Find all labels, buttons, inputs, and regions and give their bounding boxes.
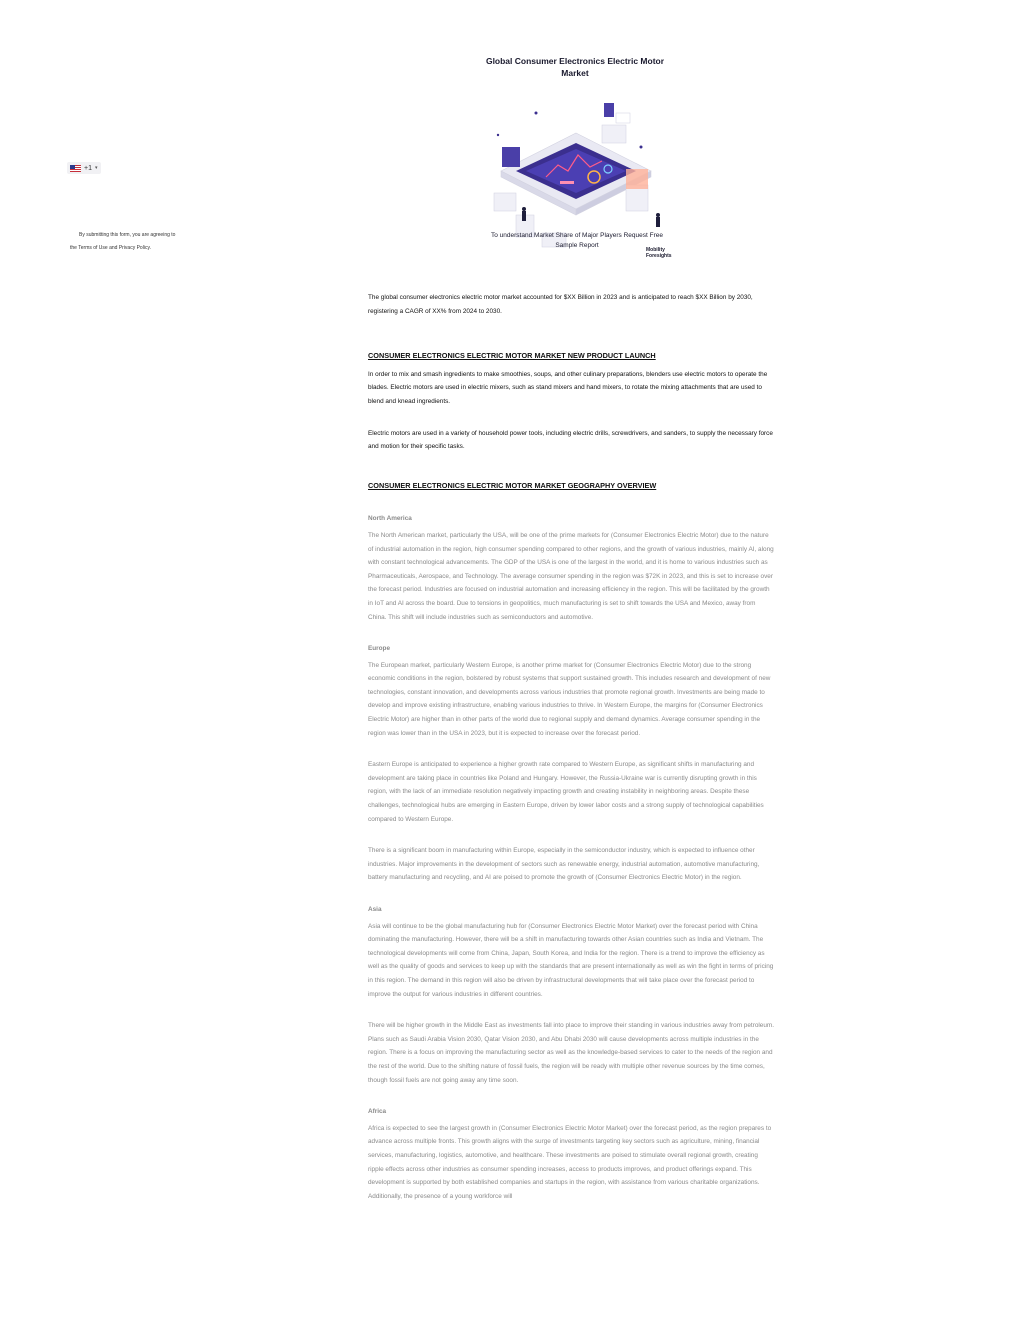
launch-paragraph-2: Electric motors are used in a variety of household power tools, including electric drills, screwdrivers, and sanders, to supply the necessary force and motion for their specific tasks. — [368, 429, 773, 451]
brand-logo: Mobility Foresights — [646, 247, 672, 259]
asia-paragraph-2: There will be higher growth in the Middle East as investments fall into place to improve their standing in various industries away from petroleum. Plans such as Saudi Arabia Vision 2030, Qatar Vision 2030, and Abu Dhabi 2030 will cause developments across multiple industries in the region. There is a focus on improving the manufacturing sector as well as the knowledge-based services to cater to the needs of the region and the rest of the world. Due to the shifting nature of fossil fuels, the region will be ready with multiple other revenue sources by the time comes, though fossil fuels are not going away any time soon. — [368, 1022, 774, 1084]
north-america-paragraph: The North American market, particularly the USA, will be one of the prime markets for (Consumer Electronics Electric Motor) due to the nature of industrial automation in the region, high consumer spending compared to other regions, and the growth of various industries, mainly AI, along with constant technological advancements. The GDP of the USA is one of the largest in the world, and it is home to various industries such as Pharmaceuticals, Aerospace, and Technology. The average consumer spending in the region was $72K in 2023, and this is set to increase over the forecast period. Industries are focused on industrial automation and increasing efficiency in the region. This will be facilitated by the growth in IoT and AI across the board. Due to tensions in geopolitics, much manufacturing is set to shift towards the USA and Mexico, away from China. This shift will include industries such as semiconductors and automotive. — [368, 531, 774, 621]
sample-report-promo[interactable] — [466, 55, 684, 267]
africa-heading: Africa — [368, 1108, 387, 1116]
consent-line-1: By submitting this form, you are agreeing to — [79, 232, 176, 238]
request-sample-link[interactable]: To understand Market Share of Major Players Request Free Sample Report — [491, 232, 663, 249]
asia-paragraph-1: Asia will continue to be the global manufacturing hub for (Consumer Electronics Electric Motor Market) over the forecast period with China dominating the manufacturing. However, there will be a shift in manufacturing towards other Asian countries such as India and Vietnam. The technological developments will come from China, Japan, South Korea, and India for the region. There is a trend to improve the efficiency as well as the quality of goods and services to keep up with the standards that are present internationally as well as win the fight in terms of pricing in this region. The demand in this region will also be driven by infrastructural developments that will take place over the forecast period to improve the output for various industries in different countries. — [368, 922, 774, 998]
us-flag-icon — [70, 165, 81, 172]
chevron-down-icon: ▾ — [94, 165, 98, 171]
intro-paragraph: The global consumer electronics electric motor market accounted for $XX Billion in 2023 and is anticipated to reach $XX Billion by 2030, registering a CAGR of XX% from 2024 to 2030. — [368, 294, 753, 315]
africa-paragraph: Africa is expected to see the largest growth in (Consumer Electronics Electric Motor Market) over the forecast period, as the region prepares to advance across multiple fronts. This growth aligns with the surge of investments targeting key sectors such as agriculture, mining, financial services, manufacturing, logistics, automotive, and healthcare. These investments are poised to stimulate overall regional growth, creating ripple effects across other industries as consumer spending increases, access to products improves, and product offerings expand. This development is supported by both established companies and startups in the region, with assistance from various charitable organizations. Additionally, the presence of a young workforce will — [368, 1124, 772, 1200]
europe-heading: Europe — [368, 645, 391, 653]
europe-paragraph-1: The European market, particularly Western Europe, is another prime market for (Consumer Electronics Electric Motor) due to the strong economic conditions in the region, bolstered by robust systems that support sustained growth. This includes research and development of new technologies, constant innovation, and developments across various industries that promote regional growth. Investments are being made to develop and improve existing infrastructure, enabling various industries to thrive. In Western Europe, the margins for (Consumer Electronics Electric Motor) are higher than in other parts of the world due to regional supply and demand dynamics. Average consumer spending in the region was lower than in the USA in 2023, but it is expected to increase over the forecast period. — [368, 661, 771, 737]
europe-paragraph-2: Eastern Europe is anticipated to experience a higher growth rate compared to Western Europe, as significant shifts in manufacturing and development are taking place in countries like Poland and Hungary. However, the Russia-Ukraine war is currently disrupting growth in this region, with the lack of an immediate resolution negatively impacting growth and creating instability in neighboring areas. Despite these challenges, technological hubs are emerging in Eastern Europe, driven by lower labor costs and a strong supply of technological capabilities compared to Western Europe. — [368, 761, 764, 823]
country-code-select[interactable] — [67, 162, 101, 174]
consent-text — [70, 229, 250, 255]
asia-heading: Asia — [368, 906, 382, 913]
north-america-heading: North America — [368, 515, 412, 523]
promo-title: Global Consumer Electronics Electric Motor Market — [485, 56, 665, 78]
europe-paragraph-3: There is a significant boom in manufacturing within Europe, especially in the semiconductor industry, which is expected to influence other industries. Major improvements in the development of sectors such as renewable energy, industrial automation, automotive manufacturing, battery manufacturing and recycling, and AI are poised to promote the growth of (Consumer Electronics Electric Motor) in the region. — [368, 847, 760, 882]
country-code-value: +1 — [84, 164, 92, 172]
consent-line-2: the Terms of Use and Privacy Policy. — [70, 245, 151, 251]
new-product-launch-heading: CONSUMER ELECTRONICS ELECTRIC MOTOR MARKET NEW PRODUCT LAUNCH — [368, 351, 656, 361]
article-body — [368, 291, 774, 1203]
launch-paragraph-1: In order to mix and smash ingredients to make smoothies, soups, and other culinary preparations, blenders use electric motors to operate the blades. Electric motors are used in electric mixers, such as stand mixers and hand mixers, to rotate the mixing attachments that are used to blend and knead ingredients. — [368, 370, 768, 405]
geography-overview-heading: CONSUMER ELECTRONICS ELECTRIC MOTOR MARKET GEOGRAPHY OVERVIEW — [368, 480, 657, 490]
